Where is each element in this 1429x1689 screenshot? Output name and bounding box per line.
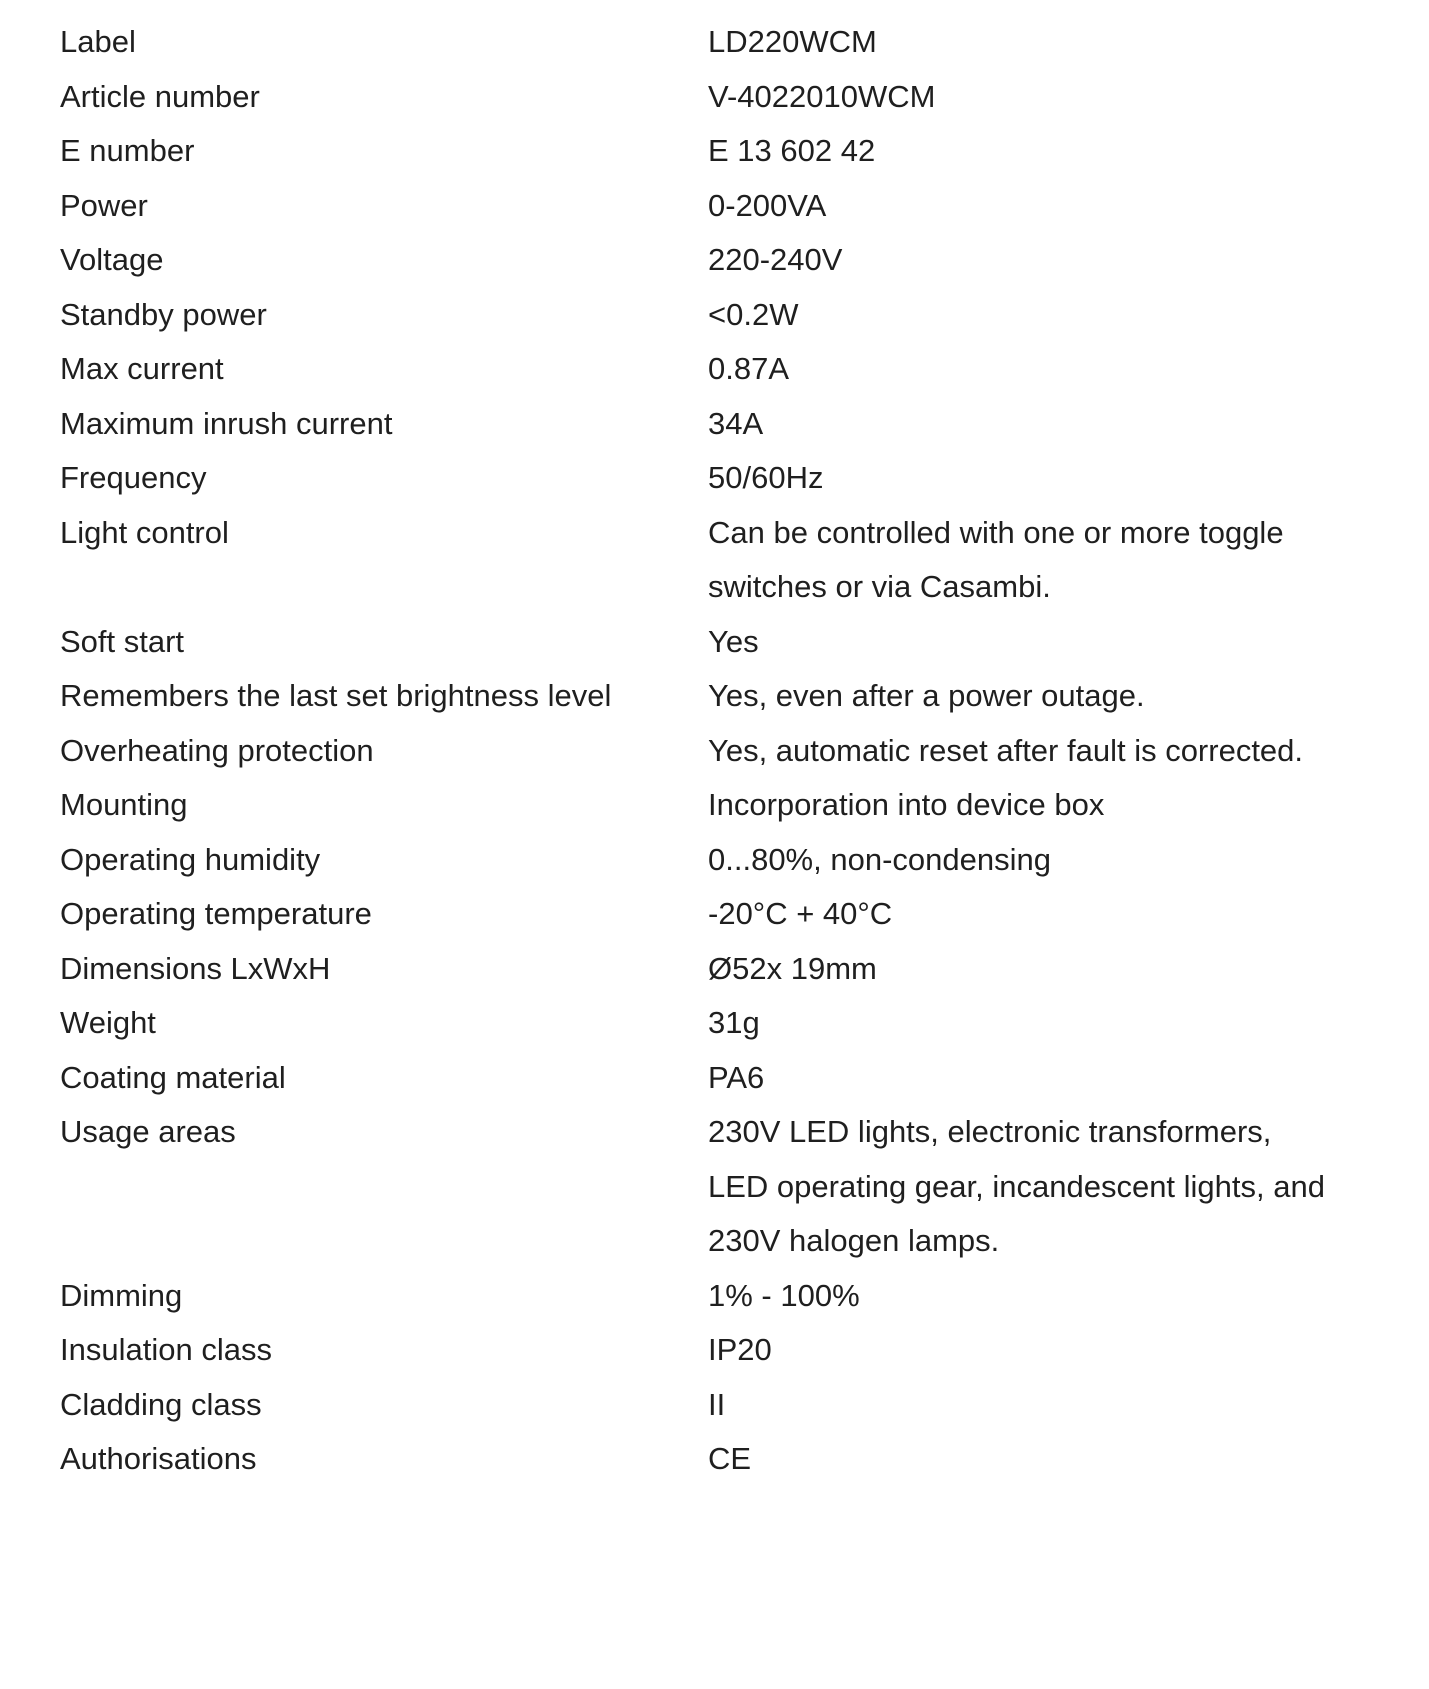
spec-value: -20°C + 40°C bbox=[708, 896, 893, 931]
spec-value: 50/60Hz bbox=[708, 460, 824, 495]
spec-row bbox=[60, 1105, 1328, 1269]
spec-label: Label bbox=[60, 24, 136, 59]
spec-label: Operating humidity bbox=[60, 841, 321, 877]
spec-row bbox=[60, 233, 1328, 288]
spec-value: Can be controlled with one or more toggle switches or via Casambi. bbox=[708, 514, 1284, 604]
spec-row bbox=[60, 887, 1328, 942]
spec-row bbox=[60, 996, 1328, 1051]
spec-label: E number bbox=[60, 133, 195, 168]
spec-row bbox=[60, 1269, 1328, 1324]
spec-value: 31g bbox=[708, 1005, 760, 1040]
spec-label: Dimensions LxWxH bbox=[60, 950, 331, 986]
spec-value: Yes bbox=[708, 623, 759, 659]
spec-label: Remembers the last set brightness level bbox=[60, 678, 612, 713]
spec-row bbox=[60, 778, 1328, 833]
spec-label: Overheating protection bbox=[60, 732, 374, 768]
spec-label: Max current bbox=[60, 351, 224, 386]
spec-label: Article number bbox=[60, 78, 260, 114]
spec-value: 230V LED lights, electronic transformers, LED operating gear, incandescent lights, and 230V halogen lamps. bbox=[708, 1114, 1325, 1258]
spec-label: Power bbox=[60, 187, 148, 223]
spec-label: Mounting bbox=[60, 787, 188, 822]
specifications-table bbox=[60, 15, 1328, 1487]
spec-value: E 13 602 42 bbox=[708, 133, 876, 168]
spec-row bbox=[60, 1051, 1328, 1106]
spec-value: Incorporation into device box bbox=[708, 787, 1105, 822]
spec-row bbox=[60, 342, 1328, 397]
spec-value: Ø52x 19mm bbox=[708, 950, 877, 986]
spec-label: Cladding class bbox=[60, 1386, 262, 1422]
spec-row bbox=[60, 1323, 1328, 1378]
spec-value: 220-240V bbox=[708, 242, 843, 277]
spec-label: Operating temperature bbox=[60, 896, 372, 931]
spec-label: Coating material bbox=[60, 1059, 286, 1095]
spec-value: II bbox=[708, 1386, 726, 1422]
spec-row bbox=[60, 288, 1328, 343]
spec-label: Standby power bbox=[60, 296, 267, 332]
spec-label: Dimming bbox=[60, 1277, 183, 1313]
spec-label: Authorisations bbox=[60, 1441, 257, 1476]
spec-row bbox=[60, 397, 1328, 452]
spec-value: 34A bbox=[708, 405, 764, 441]
spec-value: 0...80%, non-condensing bbox=[708, 841, 1051, 877]
spec-label: Usage areas bbox=[60, 1114, 236, 1149]
spec-row bbox=[60, 179, 1328, 234]
spec-row bbox=[60, 451, 1328, 506]
specifications-body bbox=[60, 15, 1328, 1487]
spec-value: 1% - 100% bbox=[708, 1277, 860, 1313]
spec-value: LD220WCM bbox=[708, 24, 877, 59]
spec-label: Light control bbox=[60, 514, 229, 550]
spec-row bbox=[60, 124, 1328, 179]
spec-row bbox=[60, 833, 1328, 888]
spec-row bbox=[60, 1378, 1328, 1433]
spec-row bbox=[60, 1432, 1328, 1487]
spec-label: Frequency bbox=[60, 460, 207, 495]
spec-value: V-4022010WCM bbox=[708, 78, 936, 114]
spec-row bbox=[60, 724, 1328, 779]
spec-row bbox=[60, 669, 1328, 724]
spec-row bbox=[60, 70, 1328, 125]
spec-label: Voltage bbox=[60, 242, 164, 277]
spec-value: PA6 bbox=[708, 1059, 765, 1095]
spec-label: Insulation class bbox=[60, 1332, 272, 1367]
spec-value: Yes, automatic reset after fault is corrected. bbox=[708, 732, 1304, 768]
spec-label: Weight bbox=[60, 1005, 156, 1040]
spec-value: <0.2W bbox=[708, 296, 799, 332]
spec-value: 0-200VA bbox=[708, 187, 827, 223]
spec-row bbox=[60, 15, 1328, 70]
spec-value: CE bbox=[708, 1441, 752, 1476]
spec-label: Soft start bbox=[60, 623, 185, 659]
spec-value: 0.87A bbox=[708, 351, 790, 386]
spec-label: Maximum inrush current bbox=[60, 405, 393, 441]
spec-row bbox=[60, 942, 1328, 997]
spec-value: IP20 bbox=[708, 1332, 772, 1367]
spec-row bbox=[60, 506, 1328, 615]
spec-value: Yes, even after a power outage. bbox=[708, 678, 1145, 713]
spec-row bbox=[60, 615, 1328, 670]
